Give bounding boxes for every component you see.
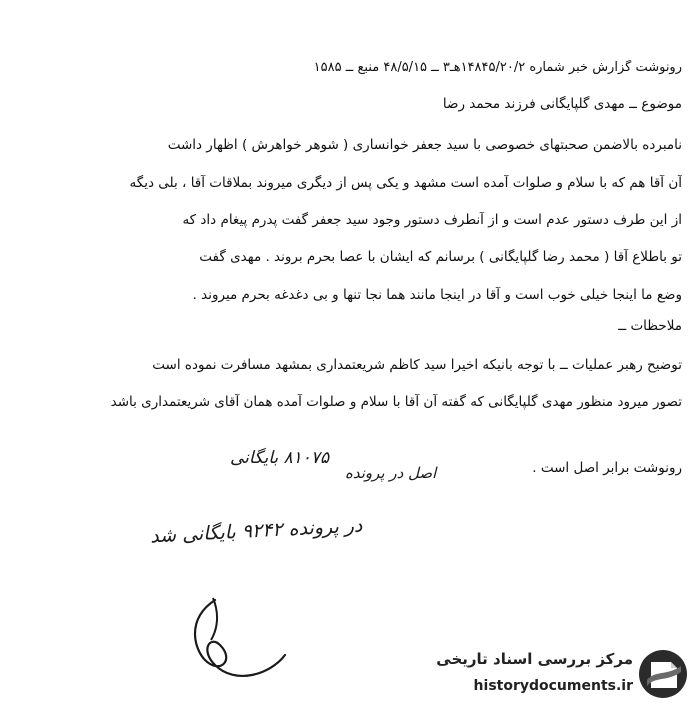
body-line: از این طرف دستور عدم است و از آنطرف دستور وجود سید جعفر گفت پدرم پیغام داد که <box>182 212 682 228</box>
handwritten-filed-note: در پرونده ۹۲۴۲ بایگانی شد <box>149 514 363 548</box>
explanation-line: تصور میرود منظور مهدی گلپایگانی که گفته آن آقا با سلام و صلوات آمده همان آقای شریعتمداری باشد <box>110 394 682 410</box>
body-line: نامبرده بالاضمن صحبتهای خصوصی با سید جعفر خوانساری ( شوهر خواهرش ) اظهار داشت <box>167 137 682 153</box>
body-line: وضع ما اینجا خیلی خوب است و آقا در اینجا مانند هما نجا تنها و بی دغدغه بحرم میروند . <box>192 287 682 303</box>
report-header: رونوشت گزارش خبر شماره ۱۴۸۴۵/۲۰/۲هـ۳ ــ ۴۸/۵/۱۵ منبع ــ ۱۵۸۵ <box>313 60 682 75</box>
document-seal-icon <box>637 648 689 700</box>
explanation-line: توضیح رهبر عملیات ــ با توجه بانیکه اخیرا سید کاظم شریعتمداری بمشهد مسافرت نموده است <box>152 357 682 373</box>
remarks-line: ملاحظات ــ <box>618 318 682 334</box>
report-subject: موضوع ــ مهدی گلپایگانی فرزند محمد رضا <box>442 96 682 112</box>
handwritten-archive-note: ۸۱۰۷۵ بایگانی <box>230 448 330 468</box>
body-line: تو باطلاع آقا ( محمد رضا گلپایگانی ) برسانم که ایشان با عصا بحرم بروند . مهدی گفت <box>199 249 682 265</box>
watermark-url: historydocuments.ir <box>473 678 633 694</box>
body-line: آن آقا هم که با سلام و صلوات آمده است مشهد و یکی پس از دیگری میروند بملاقات آقا ، بلی دیگه <box>129 175 682 191</box>
copy-certification: رونوشت برابر اصل است . <box>532 460 682 476</box>
watermark <box>410 640 695 710</box>
signature-mark <box>175 590 295 690</box>
handwritten-file-note: اصل در پرونده <box>345 464 437 482</box>
watermark-org-name: مرکز بررسی اسناد تاریخی <box>436 650 633 668</box>
